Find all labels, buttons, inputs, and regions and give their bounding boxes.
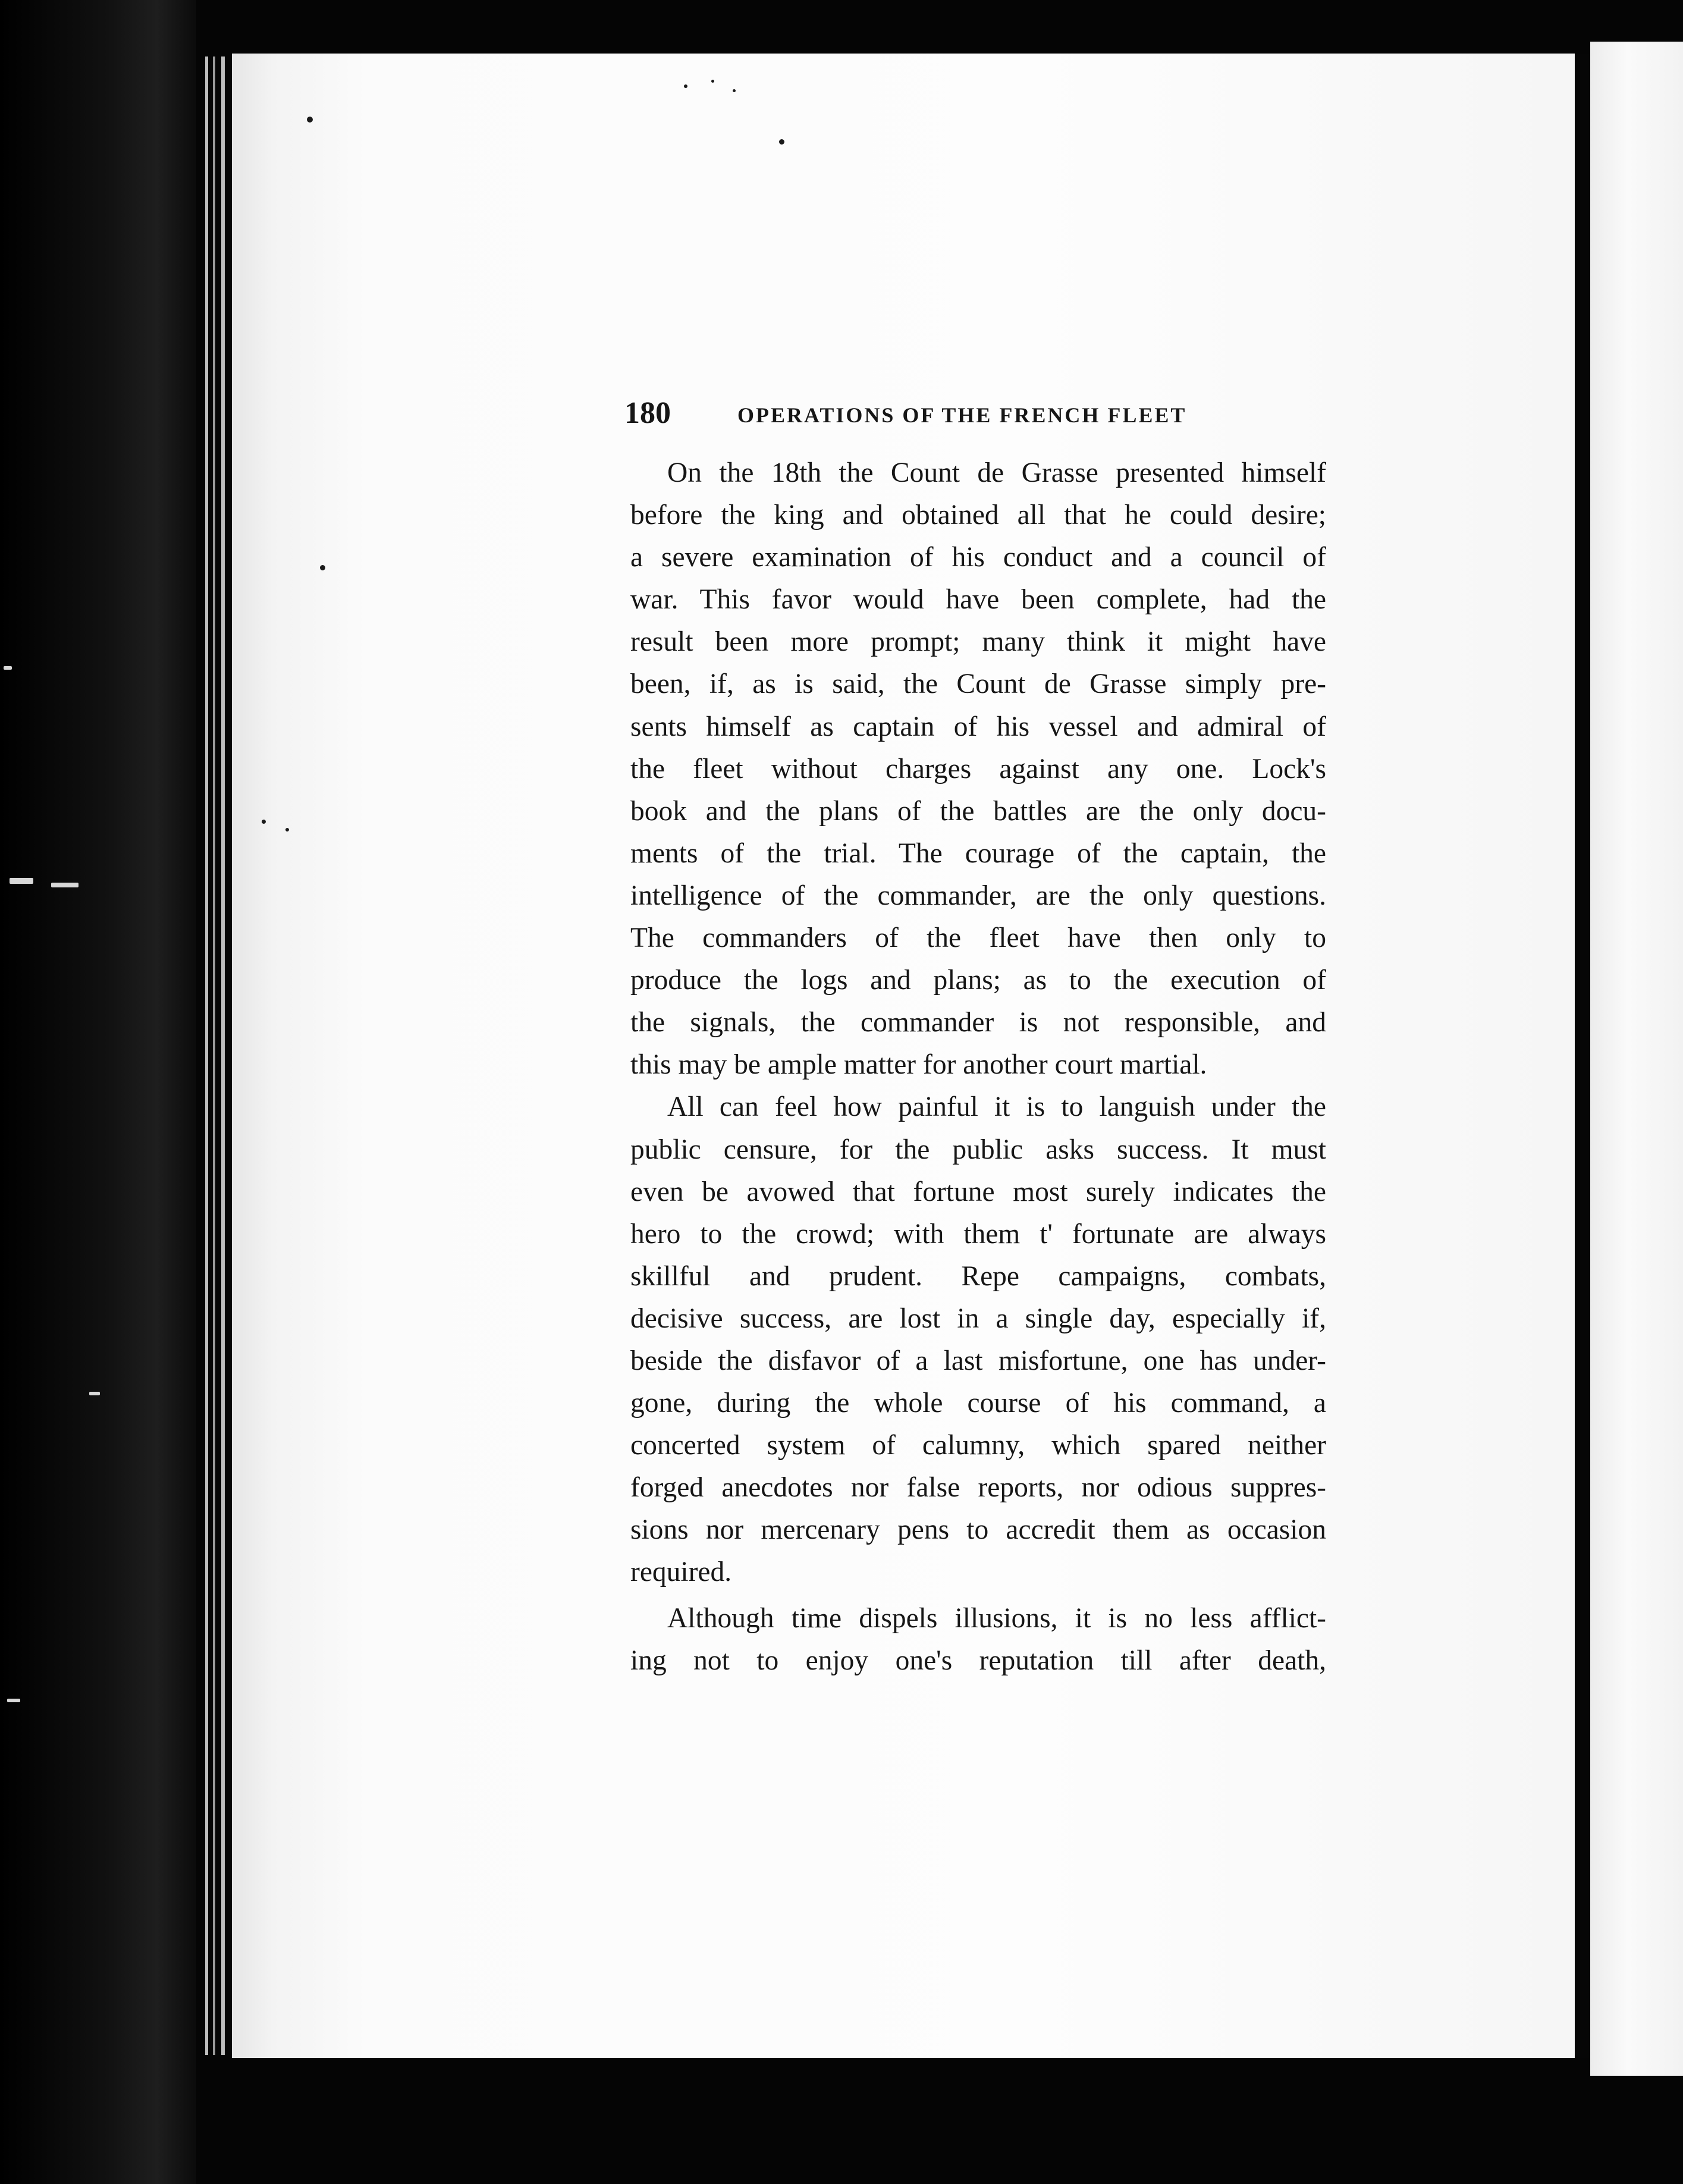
text-line: book and the plans of the battles are the only docu-	[630, 795, 1326, 827]
text-line: hero to the crowd; with them t' fortunate are always	[630, 1218, 1326, 1250]
print-speck	[285, 828, 289, 831]
binding-mark	[10, 878, 33, 884]
text-line: the fleet without charges against any one. Lock's	[630, 753, 1326, 785]
text-line: skillful and prudent. Repe campaigns, combats,	[630, 1260, 1326, 1292]
text-line: Although time dispels illusions, it is no less afflict-	[667, 1602, 1326, 1634]
text-line: result been more prompt; many think it might have	[630, 626, 1326, 658]
text-line: ing not to enjoy one's reputation till after death,	[630, 1645, 1326, 1676]
text-line: All can feel how painful it is to languish under the	[667, 1091, 1326, 1123]
print-speck	[262, 820, 266, 824]
page-edge	[205, 57, 208, 2055]
text-line: The commanders of the fleet have then only to	[630, 922, 1326, 954]
binding-mark	[4, 666, 12, 670]
text-line: this may be ample matter for another court martial.	[630, 1049, 1207, 1081]
binding-mark	[51, 883, 79, 887]
body-text	[630, 452, 1326, 1682]
print-speck	[684, 84, 687, 88]
text-line: gone, during the whole course of his command, a	[630, 1388, 1326, 1419]
facing-page-edge	[1590, 42, 1683, 2076]
page-number: 180	[624, 396, 671, 430]
print-speck	[711, 80, 714, 83]
text-line: before the king and obtained all that he could desire;	[630, 500, 1326, 531]
text-line: public censure, for the public asks success. It must	[630, 1134, 1326, 1165]
page-edge	[221, 57, 225, 2055]
text-line: required.	[630, 1557, 732, 1588]
text-line: the signals, the commander is not responsible, and	[630, 1007, 1326, 1038]
text-line: intelligence of the commander, are the only questions.	[630, 880, 1326, 911]
print-speck	[733, 89, 736, 92]
text-line: decisive success, are lost in a single day, especially if,	[630, 1303, 1326, 1334]
text-line: On the 18th the Count de Grasse presented himself	[667, 457, 1326, 488]
text-line: been, if, as is said, the Count de Grasse simply pre-	[630, 669, 1326, 700]
text-line: a severe examination of his conduct and a council of	[630, 542, 1326, 573]
text-line: even be avowed that fortune most surely indicates the	[630, 1176, 1326, 1207]
text-line: produce the logs and plans; as to the execution of	[630, 965, 1326, 996]
page-gutter	[1575, 54, 1590, 2058]
book-binding	[0, 0, 196, 2184]
text-line: war. This favor would have been complete, had the	[630, 584, 1326, 616]
text-line: beside the disfavor of a last misfortune, one has under-	[630, 1345, 1326, 1376]
print-speck	[320, 565, 325, 570]
running-title: OPERATIONS OF THE FRENCH FLEET	[737, 403, 1187, 427]
text-line: sions nor mercenary pens to accredit them as occasion	[630, 1514, 1326, 1546]
print-speck	[779, 139, 784, 145]
text-line: sents himself as captain of his vessel and admiral of	[630, 711, 1326, 742]
text-line: concerted system of calumny, which spared neither	[630, 1430, 1326, 1461]
text-line: ments of the trial. The courage of the captain, the	[630, 837, 1326, 869]
binding-mark	[7, 1699, 20, 1702]
print-speck	[307, 117, 313, 123]
page-header	[624, 393, 1219, 434]
page-edge	[213, 57, 215, 2055]
text-line: forged anecdotes nor false reports, nor odious suppres-	[630, 1472, 1326, 1504]
binding-mark	[89, 1392, 100, 1395]
